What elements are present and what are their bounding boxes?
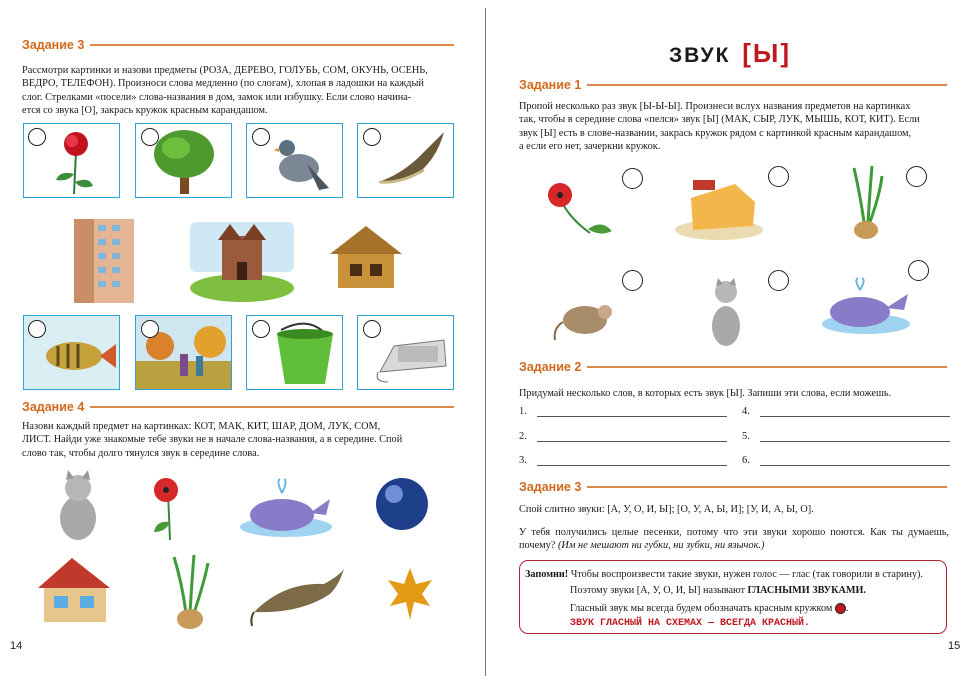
heading-rule (587, 486, 947, 488)
text-line: так, чтобы в середине слова «пелся» звук [Ы] (МАК, СЫР, ЛУК, МЫШЬ, КОТ, КИТ). Если (519, 114, 920, 126)
task1-instructions (519, 100, 949, 154)
page-title (669, 38, 791, 69)
answer-line-3[interactable] (519, 455, 727, 466)
task3-sing-line: Спой слитно звуки: [А, У, О, И, Ы]; [О, У, А, Ы, И]; [У, И, А, Ы, О]. (519, 504, 814, 515)
house-icon (34, 556, 116, 626)
task4-label: Задание 4 (22, 400, 85, 414)
question-text: У тебя получились целые песенки, потому что эти звуки хорошо поются. Как ты думаешь, почему? (519, 527, 949, 552)
line-number: 4. (742, 406, 750, 417)
task1-label: Задание 1 (519, 78, 582, 92)
line-number: 6. (742, 455, 750, 466)
answer-circle[interactable] (141, 320, 159, 338)
text-line: Пропой несколько раз звук [Ы-Ы-Ы]. Произнеси вслух названия предметов на картинках (519, 101, 911, 112)
answer-line-5[interactable] (742, 431, 950, 442)
write-line[interactable] (537, 455, 727, 466)
poppy-icon (146, 472, 192, 542)
page-divider (485, 8, 486, 676)
answer-line-2[interactable] (519, 431, 727, 442)
task3-question (519, 526, 949, 553)
remember-line-1 (525, 569, 923, 580)
answer-circle[interactable] (363, 128, 381, 146)
heading-rule (587, 366, 947, 368)
red-circle-icon (835, 603, 846, 614)
remember-rule: ЗВУК ГЛАСНЫЙ НА СХЕМАХ — ВСЕГДА КРАСНЫЙ. (570, 618, 811, 629)
mouse-icon (553, 294, 619, 342)
task2-label: Задание 2 (519, 360, 582, 374)
write-line[interactable] (760, 431, 950, 442)
task3-label-left: Задание 3 (22, 38, 85, 52)
task3-instructions-left (22, 64, 454, 118)
answer-circle[interactable] (622, 270, 643, 291)
answer-line-4[interactable] (742, 406, 950, 417)
write-line[interactable] (760, 455, 950, 466)
cat-sitting-icon (706, 278, 746, 350)
write-line[interactable] (537, 406, 727, 417)
cheese-icon (673, 174, 765, 244)
answer-circle[interactable] (768, 166, 789, 187)
answer-circle[interactable] (28, 320, 46, 338)
answer-circle[interactable] (252, 320, 270, 338)
task3-heading-left (22, 38, 454, 52)
catfish-small-icon (248, 566, 346, 630)
task4-heading (22, 400, 454, 414)
answer-circle[interactable] (906, 166, 927, 187)
task3-label-right: Задание 3 (519, 480, 582, 494)
heading-rule (587, 84, 947, 86)
line-number: 5. (742, 431, 750, 442)
onion-icon (170, 553, 210, 631)
answer-circle[interactable] (768, 270, 789, 291)
text-line: звук [Ы] есть в слове-названии, закрась кружок рядом с картинкой красным карандашом, (519, 127, 912, 139)
remember-text: Чтобы воспроизвести такие звуки, нужен голос — глас (так говорили в старину). (570, 569, 923, 580)
line-number: 2. (519, 431, 527, 442)
answer-circle[interactable] (141, 128, 159, 146)
text-line: слог. Стрелками «посели» слова-названия в дом, замок или избушку. Если слово начина- (22, 91, 412, 103)
task4-instructions (22, 420, 454, 460)
remember-box (519, 560, 947, 634)
hint-text: (Им не мешают ни губки, ни зубки, ни язычок.) (557, 540, 765, 552)
text-line: Назови каждый предмет на картинках: КОТ, МАК, КИТ, ШАР, ДОМ, ЛУК, СОМ, (22, 421, 381, 432)
answer-circle[interactable] (252, 128, 270, 146)
line-number: 1. (519, 406, 527, 417)
answer-circle[interactable] (622, 168, 643, 189)
text-line: ВЕДРО, ТЕЛЕФОН). Произноси слова медленно (по слогам), хлопая в ладошки на каждый (22, 78, 424, 90)
remember-lead: Запомни! (525, 569, 569, 580)
line-number: 3. (519, 455, 527, 466)
text-line: а если его нет, зачеркни кружок. (519, 141, 661, 153)
text-line: слово так, чтобы долго тянулся звук в середине слова. (22, 447, 260, 459)
text-line: ется со звука [О], закрась кружок красным карандашом. (22, 105, 268, 117)
page-number-right: 15 (948, 640, 961, 652)
wooden-hut-icon (326, 224, 406, 294)
task2-instructions: Придумай несколько слов, в которых есть звук [Ы]. Запиши эти слова, если можешь. (519, 388, 892, 399)
task2-heading (519, 360, 947, 374)
whale-icon (238, 477, 334, 539)
title-word: ЗВУК (669, 44, 731, 67)
answer-line-1[interactable] (519, 406, 727, 417)
remember-line-2 (570, 585, 866, 596)
castle-icon (190, 222, 294, 298)
answer-circle[interactable] (28, 128, 46, 146)
answer-circle[interactable] (363, 320, 381, 338)
apartment-building-icon (68, 213, 140, 305)
remember-text: Поэтому звуки [А, У, О, И, Ы] называют (570, 585, 745, 596)
poppy-flower-icon (540, 175, 616, 239)
vowels-term: ГЛАСНЫМИ ЗВУКАМИ. (747, 585, 866, 596)
task1-heading (519, 78, 947, 92)
answer-line-6[interactable] (742, 455, 950, 466)
onion-sprout-icon (850, 164, 884, 242)
write-line[interactable] (760, 406, 950, 417)
remember-text: Гласный звук мы всегда будем обозначать красным кружком (570, 603, 833, 614)
heading-rule (90, 406, 454, 408)
remember-line-3: Гласный звук мы всегда будем обозначать красным кружком . (570, 603, 849, 614)
ball-icon (374, 476, 430, 532)
task3-heading-right (519, 480, 947, 494)
whale-fountain-icon (820, 276, 912, 336)
heading-rule (90, 44, 454, 46)
write-line[interactable] (537, 431, 727, 442)
title-sound: [Ы] (742, 38, 792, 68)
cat-icon (50, 470, 106, 542)
text-line: ЛИСТ. Найди уже знакомые тебе звуки не в начале слова-названия, а в середине. Спой (22, 434, 403, 446)
maple-leaf-icon (386, 566, 434, 622)
text-line: Рассмотри картинки и назови предметы (РОЗА, ДЕРЕВО, ГОЛУБЬ, СОМ, ОКУНЬ, ОСЕНЬ, (22, 65, 428, 76)
page-number-left: 14 (10, 640, 23, 652)
